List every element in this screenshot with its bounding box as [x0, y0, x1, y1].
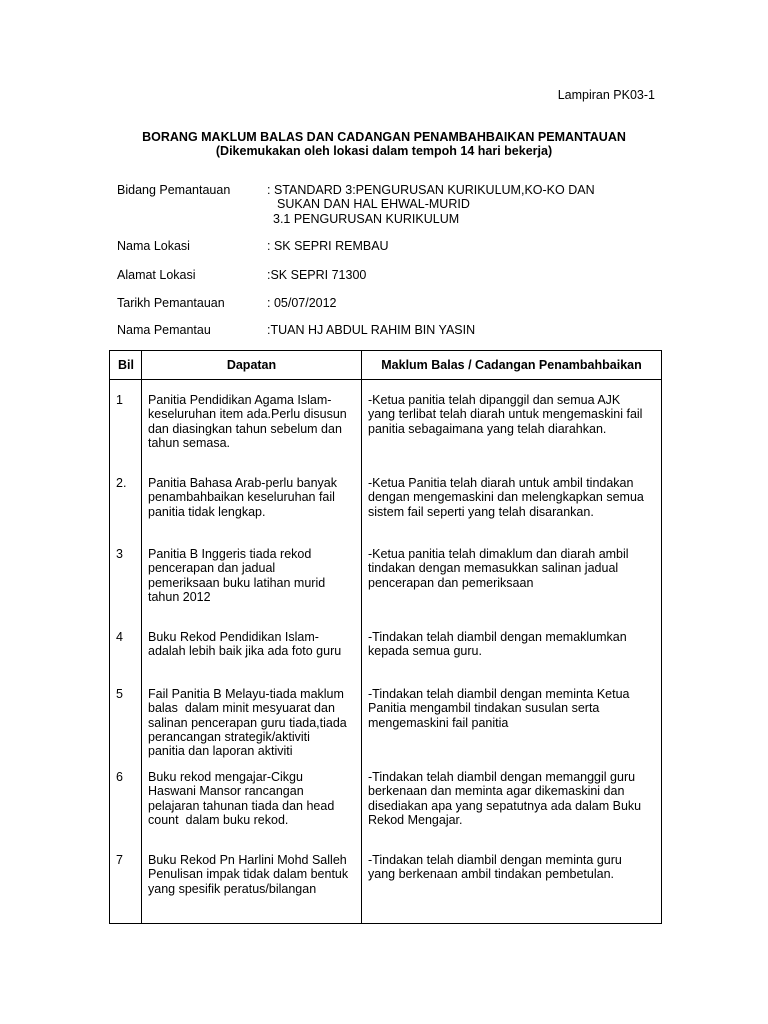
row-maklum-balas	[362, 687, 661, 730]
dapatan-line: salinan pencerapan guru tiada,tiada	[148, 715, 347, 730]
maklum-line: panitia sebagaimana yang telah diarahkan.	[368, 421, 607, 436]
maklum-line: -Tindakan telah diambil dengan memanggil guru	[368, 770, 636, 784]
row-bil: 4	[116, 630, 123, 644]
dapatan-line: Buku Rekod Pn Harlini Mohd Salleh	[148, 853, 347, 867]
form-subtitle: (Dikemukakan oleh lokasi dalam tempoh 14 hari bekerja)	[215, 144, 553, 158]
maklum-line: disediakan apa yang sepatutnya ada dalam Buku	[368, 798, 642, 813]
row-maklum-balas	[362, 547, 661, 590]
row-dapatan	[142, 393, 361, 450]
row-bil: 6	[116, 770, 123, 784]
row-dapatan	[142, 770, 361, 827]
dapatan-line: balas dalam minit mesyuarat dan	[148, 701, 335, 716]
dapatan-line: yang spesifik peratus/bilangan	[148, 881, 317, 896]
info-label: Tarikh Pemantauan	[117, 296, 225, 310]
maklum-line: mengemaskini fail panitia	[368, 715, 509, 730]
dapatan-line: pelajaran tahunan tiada dan head	[148, 798, 335, 813]
dapatan-line: Buku Rekod Pendidikan Islam-	[148, 630, 319, 644]
maklum-line: tindakan dengan memasukkan salinan jadual	[368, 561, 619, 576]
maklum-line: -Ketua panitia telah dimaklum dan diarah ambil	[368, 547, 629, 561]
dapatan-line: adalah lebih baik jika ada foto guru	[148, 644, 342, 659]
row-maklum-balas	[362, 630, 661, 659]
dapatan-line: penambahbaikan keseluruhan fail	[148, 490, 335, 505]
dapatan-line: perancangan strategik/aktiviti	[148, 729, 310, 744]
maklum-line: -Ketua panitia telah dipanggil dan semua AJK	[368, 393, 621, 407]
maklum-line: -Tindakan telah diambil dengan memaklumkan	[368, 630, 627, 644]
maklum-line: -Tindakan telah diambil dengan meminta guru	[368, 853, 622, 867]
row-maklum-balas	[362, 476, 661, 519]
table-header-row	[110, 351, 662, 380]
row-dapatan	[142, 547, 361, 604]
info-value: 3.1 PENGURUSAN KURIKULUM	[273, 212, 460, 226]
maklum-line: sistem fail seperti yang telah disarankan.	[368, 504, 594, 519]
info-label: Nama Pemantau	[117, 323, 211, 337]
info-value: : 05/07/2012	[267, 296, 337, 310]
info-label: Bidang Pemantauan	[117, 183, 231, 197]
dapatan-line: tahun semasa.	[148, 435, 230, 450]
row-dapatan	[142, 476, 361, 519]
dapatan-line: panitia dan laporan aktiviti	[148, 744, 293, 759]
dapatan-line: Panitia Pendidikan Agama Islam-	[148, 393, 332, 407]
feedback-table	[109, 350, 662, 924]
maklum-line: kepada semua guru.	[368, 644, 482, 659]
info-label: Nama Lokasi	[117, 239, 190, 253]
table-body	[110, 380, 662, 924]
row-bil: 5	[116, 687, 123, 701]
info-value: : SK SEPRI REMBAU	[267, 239, 389, 253]
maklum-line: -Tindakan telah diambil dengan meminta Ketua	[368, 687, 630, 701]
maklum-line: Panitia mengambil tindakan susulan serta	[368, 701, 600, 716]
dapatan-line: Panitia Bahasa Arab-perlu banyak	[148, 476, 338, 490]
info-value: : STANDARD 3:PENGURUSAN KURIKULUM,KO-KO DAN	[267, 183, 595, 197]
dapatan-line: Fail Panitia B Melayu-tiada maklum	[148, 687, 344, 701]
maklum-line: yang berkenaan ambil tindakan pembetulan.	[368, 867, 615, 882]
dapatan-line: Buku rekod mengajar-Cikgu	[148, 770, 303, 784]
dapatan-line: panitia tidak lengkap.	[148, 504, 266, 519]
info-value: :TUAN HJ ABDUL RAHIM BIN YASIN	[267, 323, 476, 337]
header-bil: Bil	[110, 351, 142, 380]
form-title: BORANG MAKLUM BALAS DAN CADANGAN PENAMBAHBAIKAN PEMANTAUAN	[142, 130, 626, 144]
row-bil: 7	[116, 853, 123, 867]
row-bil: 3	[116, 547, 123, 561]
maklum-line: -Ketua Panitia telah diarah untuk ambil tindakan	[368, 476, 634, 490]
dapatan-line: Panitia B Inggeris tiada rekod	[148, 547, 312, 561]
dapatan-line: count dalam buku rekod.	[148, 812, 289, 827]
info-value: SUKAN DAN HAL EHWAL-MURID	[277, 197, 470, 211]
info-value: :SK SEPRI 71300	[267, 268, 367, 282]
info-label: Alamat Lokasi	[117, 268, 196, 282]
row-maklum-balas	[362, 770, 661, 827]
maklum-line: Rekod Mengajar.	[368, 812, 463, 827]
maklum-line: pencerapan dan pemeriksaan	[368, 575, 534, 590]
dapatan-line: tahun 2012	[148, 589, 211, 604]
row-dapatan	[142, 853, 361, 896]
row-dapatan	[142, 630, 361, 659]
dapatan-line: dan diasingkan tahun sebelum dan	[148, 421, 342, 436]
row-dapatan	[142, 687, 361, 758]
maklum-line: yang terlibat telah diarah untuk mengemaskini fail	[368, 407, 643, 422]
dapatan-line: Haswani Mansor rancangan	[148, 784, 304, 799]
row-maklum-balas	[362, 393, 661, 436]
header-dapatan: Dapatan	[142, 351, 362, 380]
dapatan-line: pencerapan dan jadual	[148, 561, 276, 576]
header-maklum-balas: Maklum Balas / Cadangan Penambahbaikan	[362, 351, 662, 380]
row-bil: 2.	[116, 476, 127, 490]
row-bil: 1	[116, 393, 123, 407]
row-maklum-balas	[362, 853, 661, 882]
dapatan-line: Penulisan impak tidak dalam bentuk	[148, 867, 349, 882]
maklum-line: berkenaan dan meminta agar dikemaskini dan	[368, 784, 625, 799]
dapatan-line: pemeriksaan buku latihan murid	[148, 575, 326, 590]
dapatan-line: keseluruhan item ada.Perlu disusun	[148, 407, 347, 422]
lampiran-reference: Lampiran PK03-1	[557, 88, 655, 102]
maklum-line: dengan mengemaskini dan melengkapkan semua	[368, 490, 644, 505]
